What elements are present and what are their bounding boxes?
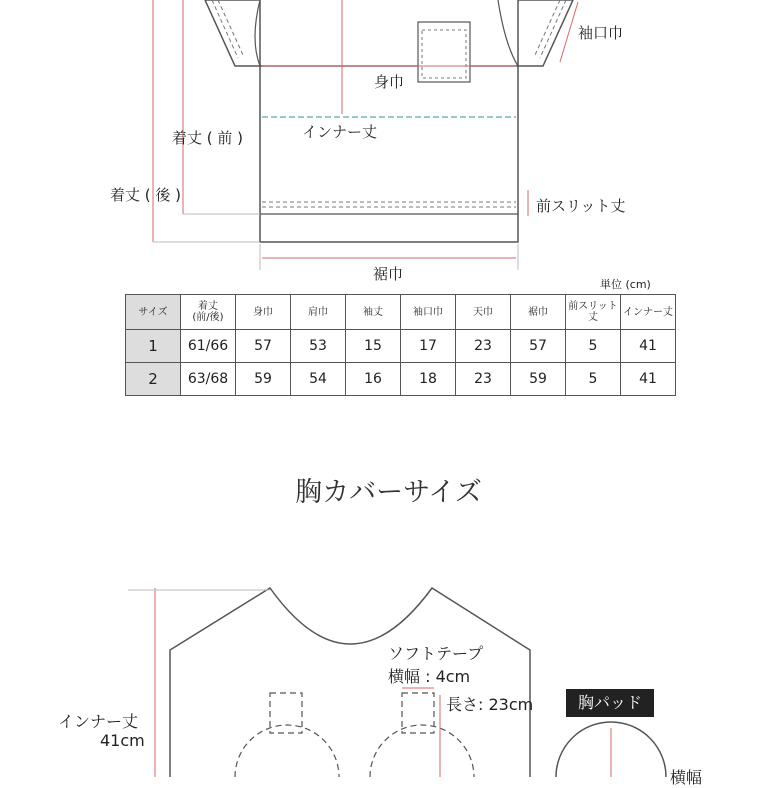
size-table bbox=[125, 294, 676, 396]
inner-length-value: 41cm bbox=[100, 731, 145, 750]
table-header-cell: 裾巾 bbox=[511, 295, 566, 330]
table-header-cell: 着丈 (前/後) bbox=[181, 295, 236, 330]
table-cell: 15 bbox=[346, 330, 401, 363]
unit-label: 単位 (cm) bbox=[600, 278, 651, 291]
inner-length-label: インナー丈 bbox=[302, 123, 378, 141]
table-cell: 1 bbox=[126, 330, 181, 363]
table-cell: 16 bbox=[346, 363, 401, 396]
table-cell: 17 bbox=[401, 330, 456, 363]
table-cell: 57 bbox=[511, 330, 566, 363]
body-width-label: 身巾 bbox=[374, 73, 405, 91]
right-sleeve-curve bbox=[498, 0, 518, 66]
table-cell: 57 bbox=[236, 330, 291, 363]
chest-cover-outline bbox=[170, 588, 530, 777]
inner-length-label: インナー丈 bbox=[58, 712, 139, 731]
table-header-cell: 肩巾 bbox=[291, 295, 346, 330]
table-cell: 2 bbox=[126, 363, 181, 396]
pad-width-label: 横幅 bbox=[670, 768, 703, 787]
table-cell: 59 bbox=[511, 363, 566, 396]
table-header-row bbox=[126, 295, 676, 330]
table-cell: 61/66 bbox=[181, 330, 236, 363]
table-cell: 41 bbox=[621, 330, 676, 363]
garment-body bbox=[260, 66, 518, 242]
length-front-label: 着丈 ( 前 ) bbox=[172, 129, 244, 147]
tape-width-label: 横幅 : 4cm bbox=[388, 667, 471, 686]
table-row bbox=[126, 363, 676, 396]
soft-tape-label: ソフトテープ bbox=[388, 644, 484, 663]
table-cell: 23 bbox=[456, 363, 511, 396]
tape-length-label: 長さ: 23cm bbox=[446, 695, 534, 714]
table-header-cell: サイズ bbox=[126, 295, 181, 330]
chest-pocket bbox=[418, 22, 470, 82]
table-header-cell: 身巾 bbox=[236, 295, 291, 330]
table-cell: 18 bbox=[401, 363, 456, 396]
sleeve-opening-label: 袖口巾 bbox=[578, 24, 624, 42]
table-cell: 5 bbox=[566, 363, 621, 396]
table-cell: 53 bbox=[291, 330, 346, 363]
table-header-cell: 袖口巾 bbox=[401, 295, 456, 330]
table-cell: 54 bbox=[291, 363, 346, 396]
table-cell: 23 bbox=[456, 330, 511, 363]
garment-diagram bbox=[0, 0, 777, 300]
table-row bbox=[126, 330, 676, 363]
length-back-label: 着丈 ( 後 ) bbox=[110, 186, 182, 204]
section-title: 胸カバーサイズ bbox=[295, 477, 482, 508]
front-slit-label: 前スリット丈 bbox=[536, 197, 626, 215]
table-cell: 41 bbox=[621, 363, 676, 396]
table-cell: 63/68 bbox=[181, 363, 236, 396]
table-header-cell: 天巾 bbox=[456, 295, 511, 330]
table-cell: 59 bbox=[236, 363, 291, 396]
table-header-cell: 袖丈 bbox=[346, 295, 401, 330]
table-cell: 5 bbox=[566, 330, 621, 363]
hem-width-label: 裾巾 bbox=[373, 265, 404, 283]
table-header-cell: 前スリット丈 bbox=[566, 295, 621, 330]
table-header-cell: インナー丈 bbox=[621, 295, 676, 330]
chest-pad-badge: 胸パッド bbox=[566, 689, 654, 717]
